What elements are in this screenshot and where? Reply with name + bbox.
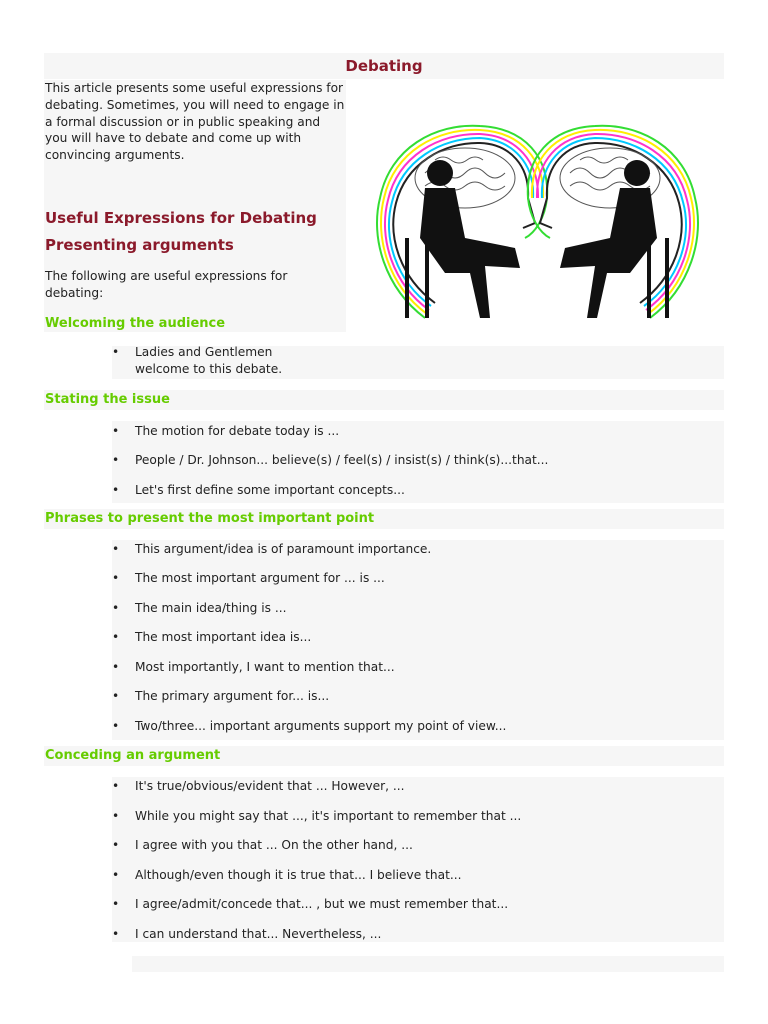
bullet-icon: • [112,897,120,911]
section-heading-conceding: Conceding an argument [45,748,221,763]
bullet-icon: • [112,779,120,793]
bullet-icon: • [112,453,120,467]
list-item: • I can understand that... Nevertheless, ... [112,927,382,941]
intro-paragraph: This article presents some useful expressions for debating. Sometimes, you will need to engage in a formal discussion or in public speaking and you will have to debate and come up with convincing arguments. [45,81,345,163]
list-item: • People / Dr. Johnson... believe(s) / feel(s) / insist(s) / think(s)...that... [112,453,549,467]
list-item: • Ladies and Gentlemen welcome to this debate. [112,345,283,376]
bullet-icon: • [112,483,120,497]
bullet-icon: • [112,809,120,823]
list-item: • The main idea/thing is ... [112,601,287,615]
heading-presenting-arguments: Presenting arguments [45,236,234,254]
debate-heads-illustration [365,108,710,333]
bullet-icon: • [112,542,120,556]
section-heading-welcoming: Welcoming the audience [45,316,226,331]
list-item: • The most important argument for ... is ... [112,571,385,585]
concede-list-band [112,777,724,942]
list-item: • The motion for debate today is ... [112,424,340,438]
bullet-icon: • [112,868,120,882]
list-item: • The most important idea is... [112,630,312,644]
bullet-icon: • [112,719,120,733]
list-item: • While you might say that ..., it's important to remember that ... [112,809,522,823]
lead-paragraph: The following are useful expressions for debating: [45,269,288,300]
heading-useful-expressions: Useful Expressions for Debating [45,209,317,227]
bullet-icon: • [112,345,120,359]
bullet-icon: • [112,601,120,615]
bullet-icon: • [112,660,120,674]
section-heading-stating-issue: Stating the issue [45,392,170,407]
list-item: • The primary argument for... is... [112,689,330,703]
list-item: • It's true/obvious/evident that ... However, ... [112,779,405,793]
list-item: • Let's first define some important concepts... [112,483,405,497]
bottom-band [132,956,724,972]
right-head-icon [528,126,698,318]
bullet-icon: • [112,838,120,852]
left-person-silhouette-icon [405,160,520,318]
bullet-icon: • [112,927,120,941]
list-item: • Most importantly, I want to mention that... [112,660,395,674]
bullet-icon: • [112,571,120,585]
list-item: • I agree with you that ... On the other hand, ... [112,838,413,852]
list-item: • Although/even though it is true that... I believe that... [112,868,462,882]
list-item: • Two/three... important arguments support my point of view... [112,719,507,733]
list-item: • I agree/admit/concede that... , but we must remember that... [112,897,509,911]
list-item: • This argument/idea is of paramount importance. [112,542,432,556]
section-heading-important-point: Phrases to present the most important point [45,511,375,526]
bullet-icon: • [112,630,120,644]
bullet-icon: • [112,424,120,438]
left-head-icon [377,126,547,318]
page-title: Debating [345,57,423,75]
bullet-icon: • [112,689,120,703]
